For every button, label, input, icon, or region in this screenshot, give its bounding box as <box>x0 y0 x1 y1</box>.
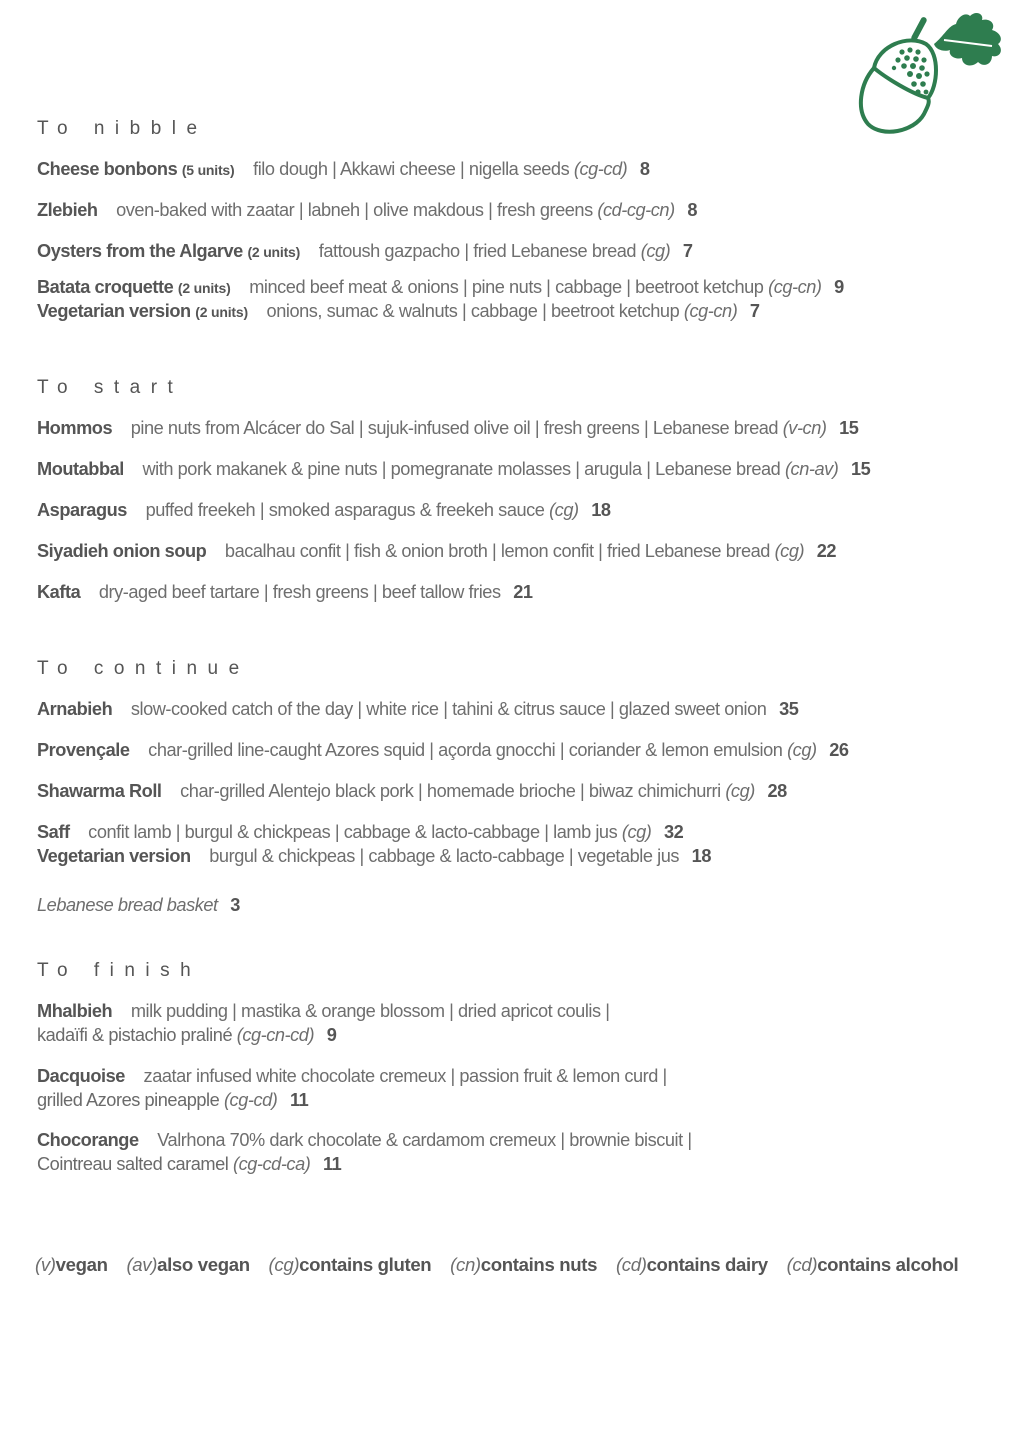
item-allergen-tags: (cg) <box>621 822 652 842</box>
menu-item <box>37 459 870 480</box>
menu-item <box>37 740 849 761</box>
item-allergen-tags: (cg-cd) <box>223 1090 278 1110</box>
item-units: (5 units) <box>181 162 235 178</box>
item-description: zaatar infused white chocolate cremeux | passion fruit & lemon curd | <box>143 1066 667 1086</box>
menu-item-continued <box>37 1154 341 1175</box>
menu-item-variant <box>37 301 760 322</box>
item-allergen-tags: (cg) <box>774 541 805 561</box>
item-name: Saff <box>37 822 70 842</box>
item-name: Asparagus <box>37 500 127 520</box>
item-name: Mhalbieh <box>37 1001 113 1021</box>
item-name: Arnabieh <box>37 699 113 719</box>
item-allergen-tags: (cg) <box>640 241 671 261</box>
item-name: Chocorange <box>37 1130 139 1150</box>
item-description: Valrhona 70% dark chocolate & cardamom cremeux | brownie biscuit | <box>157 1130 692 1150</box>
legend-label: contains dairy <box>646 1254 768 1275</box>
bread-basket-item <box>37 895 240 916</box>
menu-item <box>37 200 697 221</box>
item-name: Siyadieh onion soup <box>37 541 207 561</box>
item-price: 11 <box>322 1154 342 1174</box>
acorn-logo-icon <box>852 6 1008 136</box>
menu-item <box>37 277 844 298</box>
menu-item <box>37 822 683 843</box>
menu-item <box>37 500 611 521</box>
item-name: Zlebieh <box>37 200 98 220</box>
item-description: char-grilled Alentejo black pork | homemade brioche | biwaz chimichurri <box>180 781 721 801</box>
item-allergen-tags: (cd-cg-cn) <box>597 200 675 220</box>
item-price: 35 <box>779 699 799 719</box>
item-description: onions, sumac & walnuts | cabbage | beetroot ketchup <box>266 301 680 321</box>
item-price: 9 <box>834 277 844 297</box>
section-title-to-nibble: To nibble <box>37 118 208 139</box>
legend-key: (v) <box>35 1254 56 1275</box>
item-price: 11 <box>289 1090 309 1110</box>
item-price: 15 <box>839 418 859 438</box>
menu-item-continued <box>37 1025 336 1046</box>
allergen-legend <box>35 1254 972 1276</box>
item-description: milk pudding | mastika & orange blossom | dried apricot coulis | <box>130 1001 610 1021</box>
legend-key: (cd) <box>615 1254 647 1275</box>
menu-item <box>37 418 858 439</box>
item-name: Shawarma Roll <box>37 781 162 801</box>
item-price: 18 <box>591 500 611 520</box>
item-allergen-tags: (cg-cn) <box>683 301 738 321</box>
menu-item <box>37 541 836 562</box>
item-allergen-tags: (cg) <box>549 500 579 520</box>
item-allergen-tags: (cg-cn-cd) <box>236 1025 315 1045</box>
menu-item <box>37 699 798 720</box>
item-description: filo dough | Akkawi cheese | nigella seeds <box>253 159 570 179</box>
menu-item <box>37 241 693 262</box>
item-description: minced beef meat & onions | pine nuts | cabbage | beetroot ketchup <box>249 277 764 297</box>
item-description: char-grilled line-caught Azores squid | açorda gnocchi | coriander & lemon emulsion <box>148 740 783 760</box>
legend-key: (cn) <box>450 1254 481 1275</box>
item-price: 3 <box>230 895 240 915</box>
item-description: bacalhau confit | fish & onion broth | lemon confit | fried Lebanese bread <box>224 541 770 561</box>
item-price: 7 <box>682 241 693 261</box>
legend-key: (cd) <box>786 1254 818 1275</box>
item-price: 15 <box>850 459 871 479</box>
legend-key: (cg) <box>268 1254 300 1275</box>
item-description: fattoush gazpacho | fried Lebanese bread <box>318 241 637 261</box>
section-title-to-start: To start <box>37 377 184 398</box>
section-title-to-continue: To continue <box>37 658 250 679</box>
item-name: Moutabbal <box>37 459 124 479</box>
item-description: kadaïfi & pistachio praliné <box>37 1025 233 1045</box>
item-name: Batata croquette <box>37 277 174 297</box>
item-description: dry-aged beef tartare | fresh greens | beef tallow fries <box>98 582 501 602</box>
menu-item <box>37 582 533 603</box>
menu-item <box>37 1130 692 1151</box>
legend-label: contains alcohol <box>817 1254 959 1275</box>
item-description: puffed freekeh | smoked asparagus & freekeh sauce <box>145 500 545 520</box>
item-price: 7 <box>749 301 760 321</box>
legend-label: contains nuts <box>480 1254 598 1275</box>
item-description: slow-cooked catch of the day | white rice | tahini & citrus sauce | glazed sweet onion <box>130 699 767 719</box>
item-allergen-tags: (cn-av) <box>784 459 839 479</box>
item-allergen-tags: (cg) <box>787 740 817 760</box>
item-name: Vegetarian version <box>37 846 191 866</box>
item-name: Provençale <box>37 740 130 760</box>
item-units: (2 units) <box>247 244 301 260</box>
item-name: Hommos <box>37 418 113 438</box>
item-allergen-tags: (cg) <box>725 781 755 801</box>
item-name: Kafta <box>37 582 81 602</box>
item-price: 32 <box>663 822 684 842</box>
item-description: grilled Azores pineapple <box>37 1090 220 1110</box>
item-description: confit lamb | burgul & chickpeas | cabbage & lacto-cabbage | lamb jus <box>88 822 618 842</box>
menu-item-variant <box>37 846 711 867</box>
section-title-to-finish: To finish <box>37 960 202 981</box>
menu-item <box>37 159 650 180</box>
legend-key: (av) <box>126 1254 158 1275</box>
item-description: Cointreau salted caramel <box>37 1154 229 1174</box>
menu-item <box>37 1001 610 1022</box>
item-units: (2 units) <box>177 280 231 296</box>
item-name: Vegetarian version <box>37 301 191 321</box>
menu-item-continued <box>37 1090 308 1111</box>
item-name: Cheese bonbons <box>37 159 178 179</box>
item-allergen-tags: (cg-cd) <box>573 159 628 179</box>
item-price: 8 <box>639 159 650 179</box>
item-name: Lebanese bread basket <box>37 895 218 915</box>
item-allergen-tags: (cg-cn) <box>768 277 822 297</box>
item-price: 26 <box>829 740 849 760</box>
menu-item <box>37 781 787 802</box>
item-allergen-tags: (v-cn) <box>782 418 827 438</box>
legend-label: also vegan <box>157 1254 250 1275</box>
item-price: 22 <box>816 541 837 561</box>
item-price: 28 <box>767 781 787 801</box>
item-allergen-tags: (cg-cd-ca) <box>233 1154 311 1174</box>
item-price: 21 <box>513 582 533 602</box>
item-description: burgul & chickpeas | cabbage & lacto-cabbage | vegetable jus <box>209 846 680 866</box>
item-description: pine nuts from Alcácer do Sal | sujuk-infused olive oil | fresh greens | Lebanese bread <box>130 418 779 438</box>
item-description: oven-baked with zaatar | labneh | olive makdous | fresh greens <box>116 200 593 220</box>
legend-label: contains gluten <box>299 1254 432 1275</box>
item-name: Oysters from the Algarve <box>37 241 243 261</box>
menu-item <box>37 1066 667 1087</box>
item-description: with pork makanek & pine nuts | pomegranate molasses | arugula | Lebanese bread <box>142 459 781 479</box>
item-price: 9 <box>326 1025 337 1045</box>
item-units: (2 units) <box>195 304 248 320</box>
item-name: Dacquoise <box>37 1066 125 1086</box>
legend-label: vegan <box>55 1254 108 1275</box>
item-price: 18 <box>691 846 712 866</box>
item-price: 8 <box>687 200 697 220</box>
